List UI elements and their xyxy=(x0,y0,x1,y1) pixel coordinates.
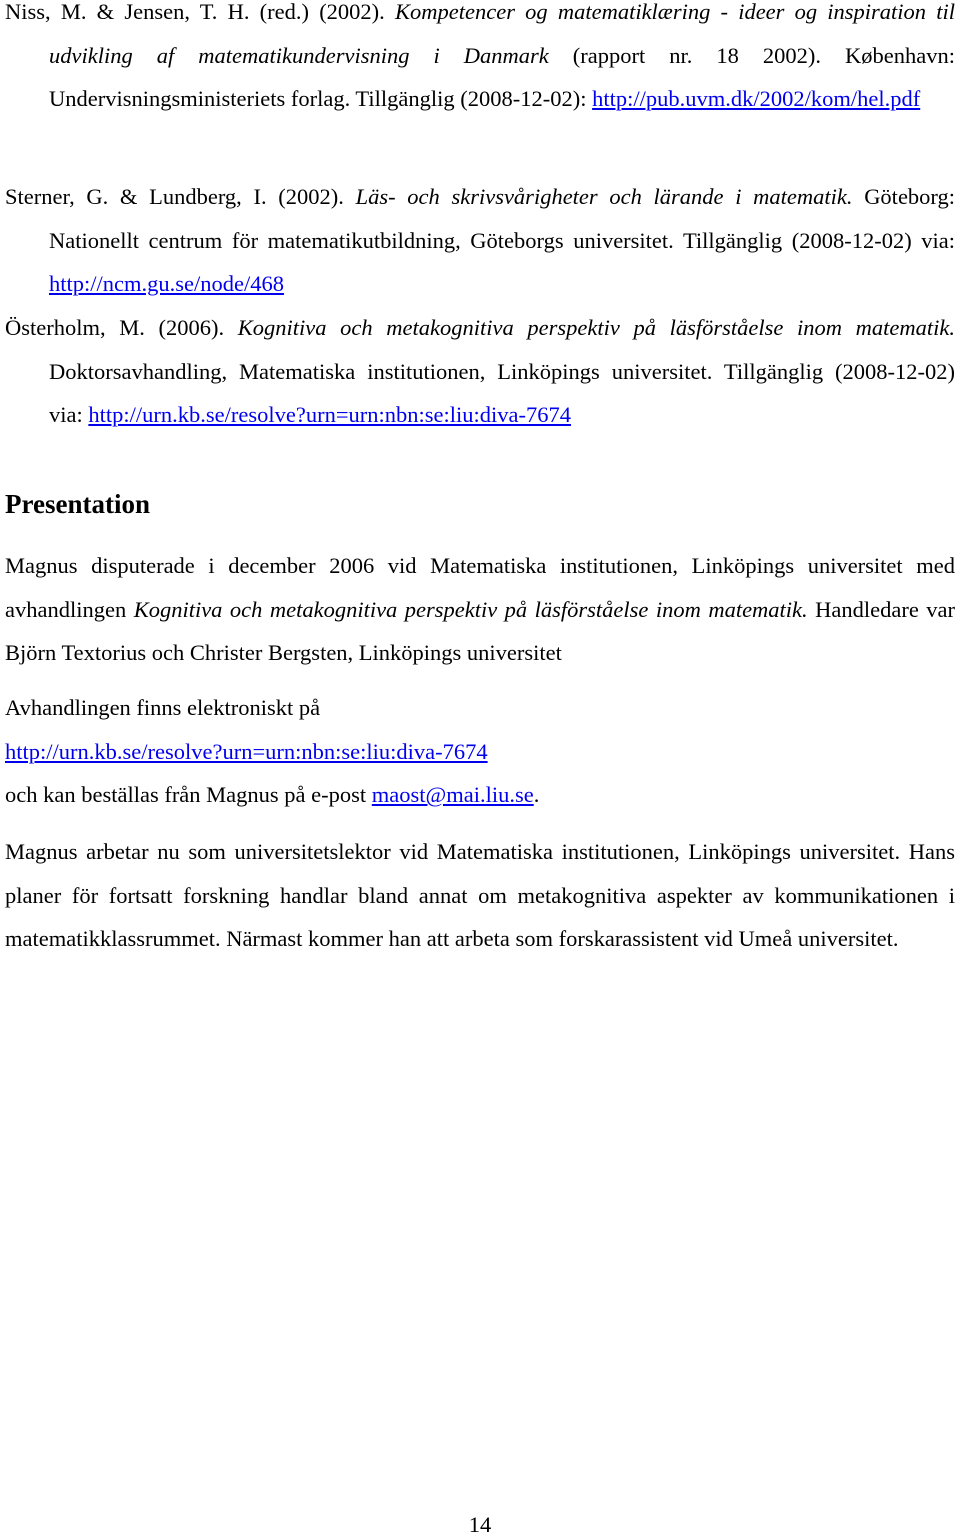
reference-osterholm xyxy=(5,306,955,437)
reference-authors: Österholm, M. (2006). xyxy=(5,315,225,340)
thesis-link[interactable]: http://urn.kb.se/resolve?urn=urn:nbn:se:liu:diva-7674 xyxy=(5,738,488,764)
page-number: 14 xyxy=(468,1512,492,1537)
reference-title: Kognitiva och metakognitiva perspektiv på läsförståelse inom matematik. xyxy=(237,315,956,340)
presentation-paragraph-1 xyxy=(5,544,955,675)
reference-title: Läs- och skrivsvårigheter och lärande i matematik. xyxy=(355,184,853,209)
presentation-paragraph-2 xyxy=(5,686,955,817)
paragraph-text: Handledare var Björn Textorius och Christer Bergsten, Linköpings universitet xyxy=(5,596,956,665)
reference-link[interactable]: http://ncm.gu.se/node/468 xyxy=(49,271,284,296)
presentation-paragraph-3: Magnus arbetar nu som universitetslektor vid Matematiska institutionen, Linköpings universitet. Hans planer för fortsatt forskning handlar bland annat om metakognitiva aspekter av kommunikationen i matematikklassrummet. Närmast kommer han att arbeta som forskarassistent vid Umeå universitet. xyxy=(5,839,955,951)
paragraph-text: Avhandlingen finns elektroniskt på xyxy=(5,695,321,720)
reference-details: Göteborg: Nationellt centrum för matematikutbildning, Göteborgs universitet. Tillgänglig (2008-12-02) via: xyxy=(49,184,956,253)
section-heading-presentation: Presentation xyxy=(5,489,150,519)
reference-link[interactable]: http://urn.kb.se/resolve?urn=urn:nbn:se:liu:diva-7674 xyxy=(88,402,571,427)
reference-authors: Niss, M. & Jensen, T. H. (red.) (2002). xyxy=(5,0,385,24)
paragraph-text: . xyxy=(533,782,540,807)
reference-niss-jensen xyxy=(5,0,955,121)
reference-authors: Sterner, G. & Lundberg, I. (2002). xyxy=(5,184,344,209)
thesis-title: Kognitiva och metakognitiva perspektiv på läsförståelse inom matematik. xyxy=(133,596,808,622)
reference-details: Doktorsavhandling, Matematiska institutionen, Linköpings universitet. Tillgänglig (2008-12-02) via: xyxy=(49,358,955,427)
reference-link[interactable]: http://pub.uvm.dk/2002/kom/hel.pdf xyxy=(592,86,921,111)
paragraph-text: Magnus disputerade i december 2006 vid Matematiska institutionen, Linköpings universitet med avhandlingen xyxy=(5,553,955,622)
paragraph-text: och kan beställas från Magnus på e-post xyxy=(5,782,367,807)
email-link[interactable]: maost@mai.liu.se xyxy=(371,782,534,807)
reference-details: (rapport nr. 18 2002). København: Undervisningsministeriets forlag. Tillgänglig (2008-12-02): xyxy=(49,42,956,111)
reference-title: Kompetencer og matematiklæring - ideer og inspiration til udvikling af matematikundervisning i Danmark xyxy=(49,0,955,68)
reference-sterner-lundberg xyxy=(5,175,955,306)
